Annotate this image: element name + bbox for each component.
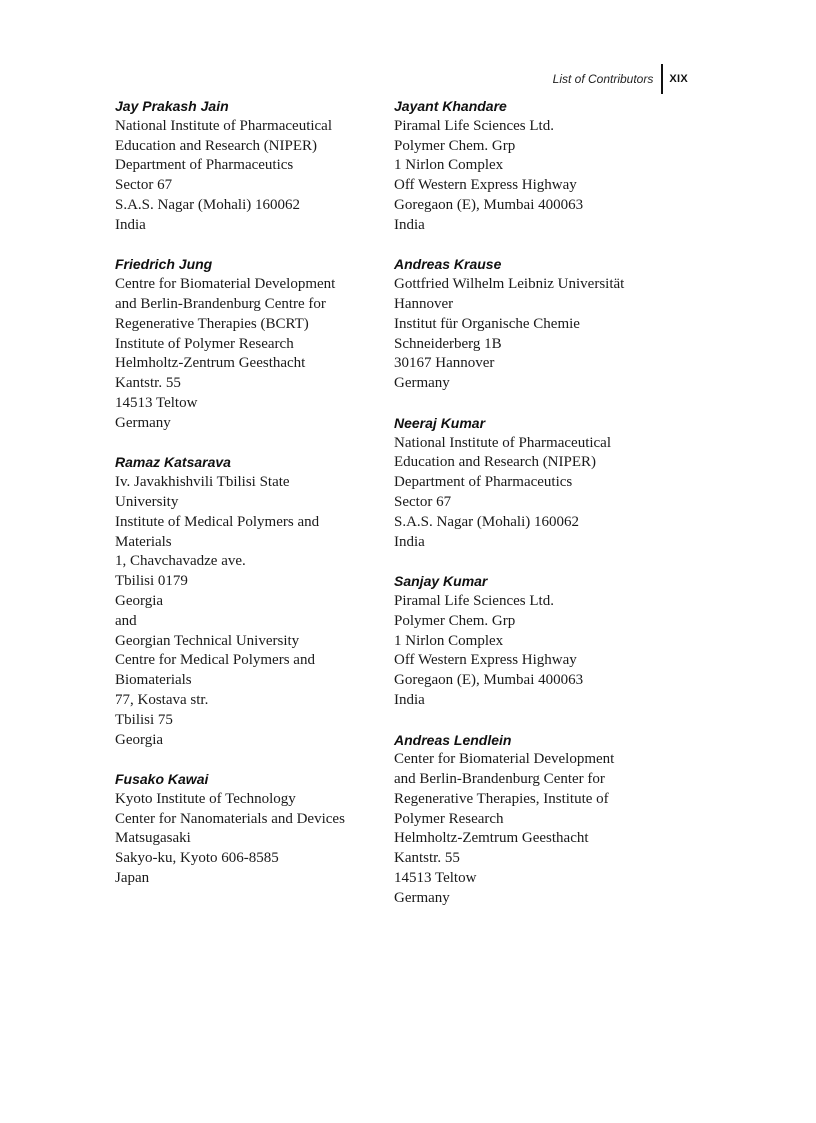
affiliation-line: Education and Research (NIPER)	[394, 454, 597, 471]
affiliation-line: Schneiderberg 1B	[394, 335, 502, 352]
contributor-entry	[115, 453, 385, 750]
affiliation-line: Materials	[115, 533, 172, 550]
affiliation-line: Kyoto Institute of Technology	[115, 790, 296, 807]
affiliation-line: Education and Research (NIPER)	[115, 137, 318, 154]
contributor-name: Sanjay Kumar	[394, 573, 488, 590]
affiliation-line: Sector 67	[115, 177, 173, 194]
contributor-entry	[115, 97, 385, 236]
affiliation-line: Piramal Life Sciences Ltd.	[394, 117, 554, 134]
affiliation-line: Goregaon (E), Mumbai 400063	[394, 196, 584, 213]
affiliation-line: Hannover	[394, 295, 454, 312]
affiliation-line: and	[115, 612, 137, 629]
affiliation-line: Biomaterials	[115, 672, 192, 689]
contributor-entry	[394, 97, 684, 236]
affiliation-line: Department of Pharmaceutics	[394, 474, 573, 491]
contributor-name: Andreas Lendlein	[394, 731, 512, 748]
contributor-entry	[394, 572, 684, 711]
affiliation-line: Polymer Chem. Grp	[394, 137, 516, 154]
affiliation-line: India	[394, 533, 425, 550]
contributor-name: Neeraj Kumar	[394, 414, 486, 431]
page-number: XIX	[669, 73, 688, 85]
affiliation-line: Institute of Medical Polymers and	[115, 513, 320, 530]
affiliation-line: Tbilisi 75	[115, 711, 173, 728]
section-title: List of Contributors	[552, 72, 654, 86]
affiliation-line: Centre for Medical Polymers and	[115, 652, 315, 669]
left-column	[115, 97, 385, 909]
affiliation-line: India	[394, 691, 425, 708]
affiliation-line: 14513 Teltow	[394, 870, 477, 887]
affiliation-line: India	[394, 216, 425, 233]
affiliation-line: S.A.S. Nagar (Mohali) 160062	[394, 513, 579, 530]
affiliation-line: Centre for Biomaterial Development	[115, 276, 336, 293]
affiliation-line: Polymer Chem. Grp	[394, 612, 516, 629]
affiliation-line: Institut für Organische Chemie	[394, 315, 580, 332]
affiliation-line: Georgia	[115, 592, 164, 609]
affiliation-line: 14513 Teltow	[115, 394, 198, 411]
affiliation-line: 30167 Hannover	[394, 355, 495, 372]
contributor-name: Jay Prakash Jain	[115, 98, 229, 114]
affiliation-line: Iv. Javakhishvili Tbilisi State	[115, 474, 290, 491]
affiliation-line: University	[115, 493, 179, 510]
affiliation-line: Tbilisi 0179	[115, 573, 188, 590]
affiliation-line: 1 Nirlon Complex	[394, 157, 504, 174]
contributor-name: Jayant Khandare	[394, 98, 507, 114]
affiliation-line: Department of Pharmaceutics	[115, 157, 294, 174]
affiliation-line: 1 Nirlon Complex	[394, 632, 504, 649]
affiliation-line: Off Western Express Highway	[394, 652, 577, 669]
affiliation-line: Kantstr. 55	[115, 375, 181, 392]
affiliation-line: Institute of Polymer Research	[115, 335, 294, 352]
contributor-name: Andreas Krause	[394, 256, 502, 273]
contributor-entry	[394, 255, 684, 394]
affiliation-line: Georgia	[115, 731, 164, 748]
affiliation-line: Matsugasaki	[115, 830, 191, 847]
affiliation-line: Helmholtz-Zemtrum Geesthacht	[394, 830, 589, 847]
contributor-entry	[115, 255, 385, 433]
contributor-entry	[394, 731, 684, 909]
affiliation-line: Germany	[394, 375, 450, 392]
affiliation-line: 77, Kostava str.	[115, 691, 209, 708]
right-column	[394, 97, 684, 928]
affiliation-line: Off Western Express Highway	[394, 177, 577, 194]
affiliation-line: Regenerative Therapies (BCRT)	[115, 315, 309, 332]
affiliation-line: Georgian Technical University	[115, 632, 300, 649]
contributor-name: Ramaz Katsarava	[115, 454, 231, 471]
running-head	[553, 64, 688, 94]
affiliation-line: Gottfried Wilhelm Leibniz Universität	[394, 276, 625, 293]
affiliation-line: Sakyo-ku, Kyoto 606-8585	[115, 850, 279, 867]
affiliation-line: Center for Biomaterial Development	[394, 751, 615, 768]
affiliation-line: India	[115, 216, 146, 233]
affiliation-line: and Berlin-Brandenburg Center for	[394, 771, 605, 788]
affiliation-line: National Institute of Pharmaceutical	[115, 117, 333, 134]
affiliation-line: and Berlin-Brandenburg Centre for	[115, 295, 326, 312]
affiliation-line: Kantstr. 55	[394, 850, 460, 867]
affiliation-line: S.A.S. Nagar (Mohali) 160062	[115, 196, 300, 213]
affiliation-line: Goregaon (E), Mumbai 400063	[394, 672, 584, 689]
affiliation-line: Japan	[115, 870, 150, 887]
affiliation-line: Regenerative Therapies, Institute of	[394, 790, 609, 807]
contributor-entry	[115, 770, 385, 889]
affiliation-line: National Institute of Pharmaceutical	[394, 434, 612, 451]
affiliation-line: Sector 67	[394, 493, 452, 510]
affiliation-line: 1, Chavchavadze ave.	[115, 553, 246, 570]
affiliation-line: Polymer Research	[394, 810, 504, 827]
affiliation-line: Helmholtz-Zentrum Geesthacht	[115, 355, 306, 372]
contributor-name: Fusako Kawai	[115, 771, 209, 788]
affiliation-line: Germany	[115, 414, 171, 431]
affiliation-line: Piramal Life Sciences Ltd.	[394, 592, 554, 609]
affiliation-line: Center for Nanomaterials and Devices	[115, 810, 345, 827]
contributor-entry	[394, 414, 684, 553]
affiliation-line: Germany	[394, 889, 450, 906]
contributor-name: Friedrich Jung	[115, 256, 213, 273]
